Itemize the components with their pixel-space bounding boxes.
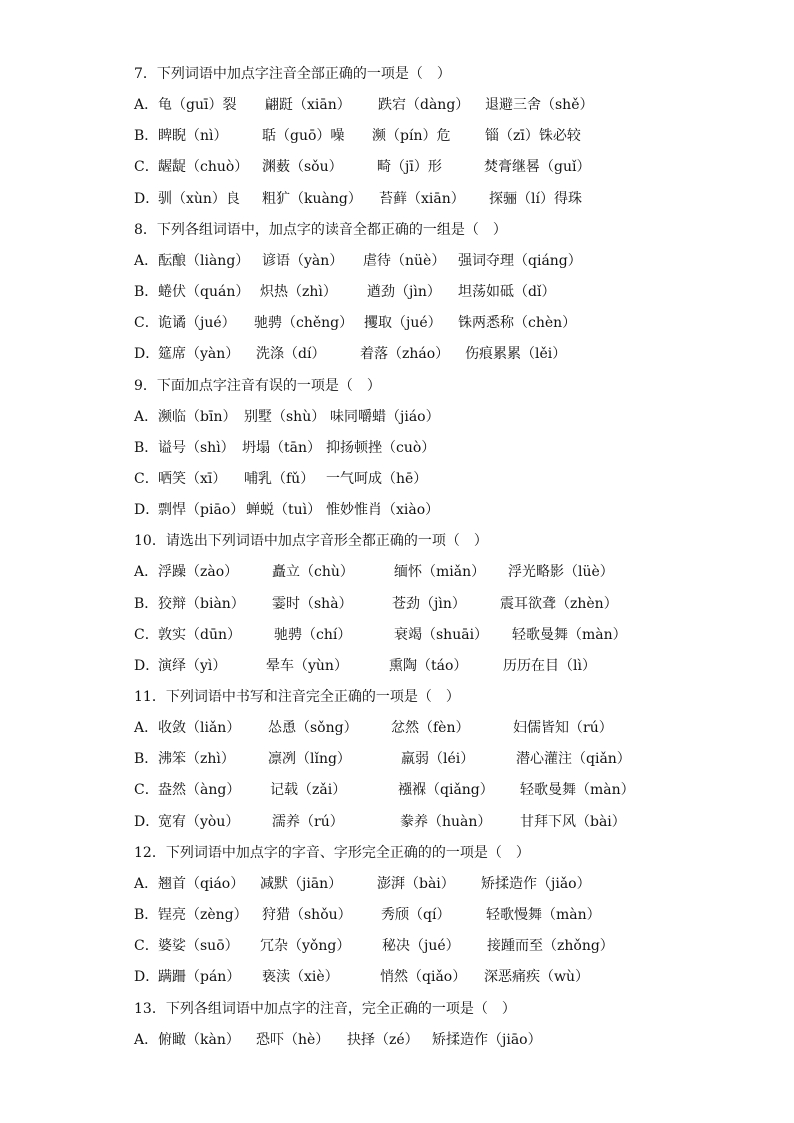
answer-option	[0, 343, 794, 365]
answer-option	[0, 779, 794, 801]
answer-option	[0, 655, 794, 677]
answer-option	[0, 499, 794, 521]
option-word: 妇儒皆知（rú）	[513, 720, 613, 736]
option-word: 盎然（àng）	[158, 782, 241, 798]
option-word: 俯瞰（kàn）	[158, 1032, 240, 1048]
option-label: B．	[134, 907, 159, 923]
option-label: B．	[134, 128, 159, 144]
option-word: 冗杂（yǒng）	[260, 938, 351, 954]
option-word: 焚膏继晷（guǐ）	[484, 159, 591, 175]
question-stem-text: 11．下列词语中书写和注音完全正确的一项是（ ）	[134, 689, 460, 705]
answer-option	[0, 437, 794, 459]
option-label: A．	[134, 720, 159, 736]
option-word: 哂笑（xī）	[158, 471, 227, 487]
question-stem	[0, 219, 794, 241]
option-word: 蜷伏（quán）	[158, 284, 250, 300]
option-word: 坦荡如砥（dǐ）	[458, 284, 556, 300]
option-word: 衰竭（shuāi）	[394, 627, 489, 643]
answer-option	[0, 188, 794, 210]
question-stem	[0, 686, 794, 708]
option-word: 强词夺理（qiáng）	[458, 253, 582, 269]
option-label: C．	[134, 159, 159, 175]
answer-option	[0, 250, 794, 272]
option-word: 粗犷（kuàng）	[262, 191, 362, 207]
option-label: D．	[134, 191, 160, 207]
option-word: 睥睨（nì）	[158, 128, 228, 144]
option-word: 铢两悉称（chèn）	[458, 315, 577, 331]
option-word: 渊薮（sǒu）	[262, 159, 343, 175]
option-word: 历历在目（lì）	[503, 658, 596, 674]
option-word: 筵席（yàn）	[158, 346, 240, 362]
option-label: D．	[134, 502, 160, 518]
option-word: 翘首（qiáo）	[158, 876, 245, 892]
option-word: 矫揉造作（jiǎo）	[481, 876, 591, 892]
option-word: 坍塌（tān）	[242, 440, 321, 456]
option-word: 酝酿（liàng）	[158, 253, 250, 269]
option-word: 熏陶（táo）	[389, 658, 468, 674]
answer-option	[0, 468, 794, 490]
option-word: 轻歌曼舞（màn）	[512, 627, 627, 643]
answer-option	[0, 406, 794, 428]
answer-option	[0, 935, 794, 957]
option-word: 狡辩（biàn）	[158, 596, 245, 612]
option-word: 豢养（huàn）	[400, 814, 492, 830]
option-label: C．	[134, 315, 159, 331]
question-stem-text: 9．下面加点字注音有误的一项是（ ）	[134, 378, 381, 394]
option-word: 苍劲（jìn）	[392, 596, 466, 612]
option-label: A．	[134, 564, 159, 580]
option-word: 濡养（rú）	[272, 814, 344, 830]
option-label: A．	[134, 253, 159, 269]
option-label: C．	[134, 627, 159, 643]
option-word: 虐待（nüè）	[363, 253, 446, 269]
option-word: 驰骋（chěng）	[254, 315, 354, 331]
option-word: 诡谲（jué）	[158, 315, 236, 331]
question-stem	[0, 63, 794, 85]
option-word: 畸（jī）形	[377, 159, 442, 175]
option-word: 龌龊（chuò）	[158, 159, 249, 175]
answer-option	[0, 966, 794, 988]
option-word: 锃亮（zèng）	[158, 907, 248, 923]
option-word: 谥号（shì）	[158, 440, 235, 456]
option-word: 哺乳（fǔ）	[244, 471, 315, 487]
answer-option	[0, 811, 794, 833]
option-label: D．	[134, 814, 160, 830]
option-word: 退避三舍（shě）	[485, 97, 594, 113]
option-label: A．	[134, 409, 159, 425]
option-word: 浮躁（zào）	[158, 564, 239, 580]
option-word: 轻歌曼舞（màn）	[520, 782, 635, 798]
question-stem	[0, 842, 794, 864]
option-word: 剽悍（piāo）	[158, 502, 245, 518]
option-word: 甘拜下风（bài）	[520, 814, 626, 830]
option-word: 谚语（yàn）	[262, 253, 344, 269]
option-word: 苔藓（xiān）	[379, 191, 465, 207]
option-label: A．	[134, 1032, 159, 1048]
option-word: 洗涤（dí）	[256, 346, 326, 362]
option-label: A．	[134, 97, 159, 113]
option-label: A．	[134, 876, 159, 892]
option-word: 浮光略影（lüè）	[508, 564, 614, 580]
option-word: 濒（pín）危	[372, 128, 451, 144]
option-word: 秀颀（qí）	[381, 907, 451, 923]
answer-option	[0, 624, 794, 646]
question-stem-text: 8．下列各组词语中，加点字的读音全都正确的一组是（ ）	[134, 222, 507, 238]
option-word: 别墅（shù）	[244, 409, 326, 425]
option-word: 敦实（dūn）	[158, 627, 241, 643]
answer-option	[0, 561, 794, 583]
option-label: B．	[134, 751, 159, 767]
option-word: 抑扬顿挫（cuò）	[326, 440, 436, 456]
option-word: 遒劲（jìn）	[367, 284, 441, 300]
option-word: 演绎（yì）	[158, 658, 227, 674]
question-stem-text: 7．下列词语中加点字注音全部正确的一项是（ ）	[134, 66, 451, 82]
option-word: 矫揉造作（jiāo）	[432, 1032, 542, 1048]
option-word: 着落（zháo）	[360, 346, 450, 362]
option-word: 亵渎（xiè）	[262, 969, 339, 985]
answer-option	[0, 312, 794, 334]
option-word: 探骊（lí）得珠	[489, 191, 582, 207]
option-word: 濒临（bīn）	[158, 409, 237, 425]
answer-option	[0, 125, 794, 147]
option-word: 跌宕（dàng）	[378, 97, 470, 113]
option-label: D．	[134, 969, 160, 985]
answer-option	[0, 1029, 794, 1051]
option-label: B．	[134, 440, 159, 456]
question-stem-text: 13．下列各组词语中加点字的注音，完全正确的一项是（ ）	[134, 1001, 516, 1017]
option-label: B．	[134, 284, 159, 300]
question-stem	[0, 998, 794, 1020]
option-word: 秘决（jué）	[382, 938, 460, 954]
answer-option	[0, 873, 794, 895]
option-label: C．	[134, 938, 159, 954]
option-word: 减默（jiān）	[260, 876, 343, 892]
option-word: 惟妙惟肖（xiào）	[326, 502, 440, 518]
option-word: 缅怀（miǎn）	[394, 564, 486, 580]
option-word: 锱（zī）铢必较	[485, 128, 581, 144]
option-label: D．	[134, 346, 160, 362]
option-word: 蹒跚（pán）	[158, 969, 241, 985]
option-word: 凛冽（lǐng）	[268, 751, 351, 767]
option-word: 晕车（yùn）	[266, 658, 348, 674]
option-word: 抉择（zé）	[347, 1032, 419, 1048]
option-word: 婆娑（suō）	[158, 938, 239, 954]
option-word: 味同嚼蜡（jiáo）	[330, 409, 440, 425]
question-stem-text: 10．请选出下列词语中加点字音形全都正确的一项（ ）	[134, 533, 488, 549]
option-word: 恐吓（hè）	[256, 1032, 330, 1048]
option-word: 狩猎（shǒu）	[262, 907, 352, 923]
option-word: 霎时（shà）	[272, 596, 353, 612]
answer-option	[0, 717, 794, 739]
option-word: 收敛（liǎn）	[158, 720, 241, 736]
option-word: 接踵而至（zhǒng）	[487, 938, 614, 954]
answer-option	[0, 94, 794, 116]
option-label: D．	[134, 658, 160, 674]
question-stem	[0, 375, 794, 397]
option-word: 攫取（jué）	[364, 315, 442, 331]
option-word: 宽宥（yòu）	[158, 814, 240, 830]
option-word: 轻歌慢舞（màn）	[486, 907, 601, 923]
answer-option	[0, 156, 794, 178]
option-word: 翩跹（xiān）	[265, 97, 351, 113]
option-label: C．	[134, 782, 159, 798]
question-stem	[0, 530, 794, 552]
option-label: C．	[134, 471, 159, 487]
option-word: 聒（guō）噪	[262, 128, 345, 144]
option-word: 澎湃（bài）	[377, 876, 455, 892]
option-label: B．	[134, 596, 159, 612]
option-word: 震耳欲聋（zhèn）	[500, 596, 618, 612]
option-word: 炽热（zhì）	[260, 284, 337, 300]
option-word: 伤痕累累（lěi）	[465, 346, 567, 362]
option-word: 襁褓（qiǎng）	[398, 782, 494, 798]
option-word: 沸笨（zhì）	[158, 751, 235, 767]
option-word: 怂恿（sǒng）	[268, 720, 358, 736]
option-word: 驯（xùn）良	[158, 191, 240, 207]
option-word: 忿然（fèn）	[391, 720, 470, 736]
option-word: 深恶痛疾（wù）	[484, 969, 589, 985]
answer-option	[0, 904, 794, 926]
answer-option	[0, 748, 794, 770]
option-word: 龟（guī）裂	[158, 97, 237, 113]
option-word: 矗立（chù）	[272, 564, 354, 580]
option-word: 记载（zǎi）	[270, 782, 347, 798]
option-word: 羸弱（léi）	[401, 751, 475, 767]
question-stem-text: 12．下列词语中加点字的字音、字形完全正确的的一项是（ ）	[134, 845, 530, 861]
answer-option	[0, 281, 794, 303]
option-word: 悄然（qiǎo）	[380, 969, 467, 985]
answer-option	[0, 593, 794, 615]
option-word: 潜心灌注（qiǎn）	[516, 751, 631, 767]
option-word: 一气呵成（hē）	[326, 471, 428, 487]
option-word: 驰骋（chí）	[274, 627, 352, 643]
option-word: 蝉蜕（tuì）	[246, 502, 322, 518]
